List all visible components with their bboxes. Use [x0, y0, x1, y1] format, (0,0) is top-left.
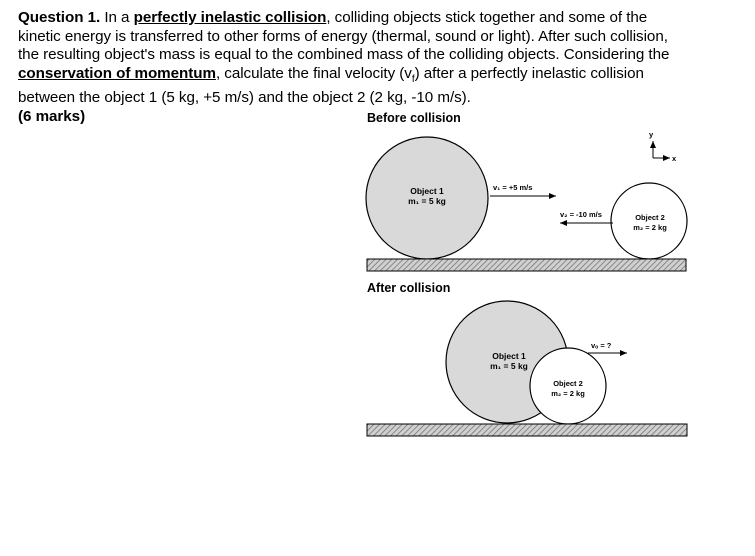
after-collision-title: After collision	[367, 281, 451, 295]
after-obj2-mass: m₂ = 2 kg	[551, 389, 585, 398]
question-part-2: , colliding objects stick together and some of the kinetic energy is transferred to other forms of energy (thermal, sound or light). After such collision, the resulting object's mass is equal to the combined mass of the colliding objects. Considering the	[18, 9, 670, 64]
before-obj1-mass: m₁ = 5 kg	[408, 196, 446, 206]
axis-x-label: x	[672, 154, 677, 163]
before-obj2-mass: m₂ = 2 kg	[633, 223, 667, 232]
term-perfectly-inelastic: perfectly inelastic collision	[133, 9, 327, 26]
question-part-3: , calculate the final velocity (v	[215, 64, 412, 82]
term-conservation-momentum: conservation of momentum	[18, 64, 216, 82]
before-ground	[367, 259, 686, 271]
axes-icon	[649, 130, 677, 163]
before-obj1-name: Object 1	[410, 186, 444, 196]
question-number: Question 1.	[18, 9, 101, 26]
after-ground	[367, 424, 687, 436]
question-part-4: ) after a perfectly inelastic collision between the object 1 (5 kg, +5 m/s) and the object 2 (2 kg, -10 m/s).	[18, 64, 644, 107]
before-collision-title: Before collision	[367, 111, 461, 125]
before-obj2-velocity: v₂ = -10 m/s	[560, 210, 602, 219]
axis-y-label: y	[649, 130, 654, 139]
after-obj2-name: Object 2	[553, 379, 583, 388]
before-obj2-name: Object 2	[635, 213, 665, 222]
after-obj1-name: Object 1	[492, 351, 526, 361]
before-obj1-velocity: v₁ = +5 m/s	[493, 183, 533, 192]
after-final-velocity: vₒ = ?	[591, 341, 612, 350]
vf-subscript: f	[411, 73, 415, 85]
question-part-1: In a	[100, 9, 134, 26]
after-scene	[367, 301, 687, 436]
before-scene	[366, 137, 687, 271]
after-obj1-mass: m₁ = 5 kg	[490, 361, 528, 371]
marks-label: (6 marks)	[18, 108, 86, 125]
